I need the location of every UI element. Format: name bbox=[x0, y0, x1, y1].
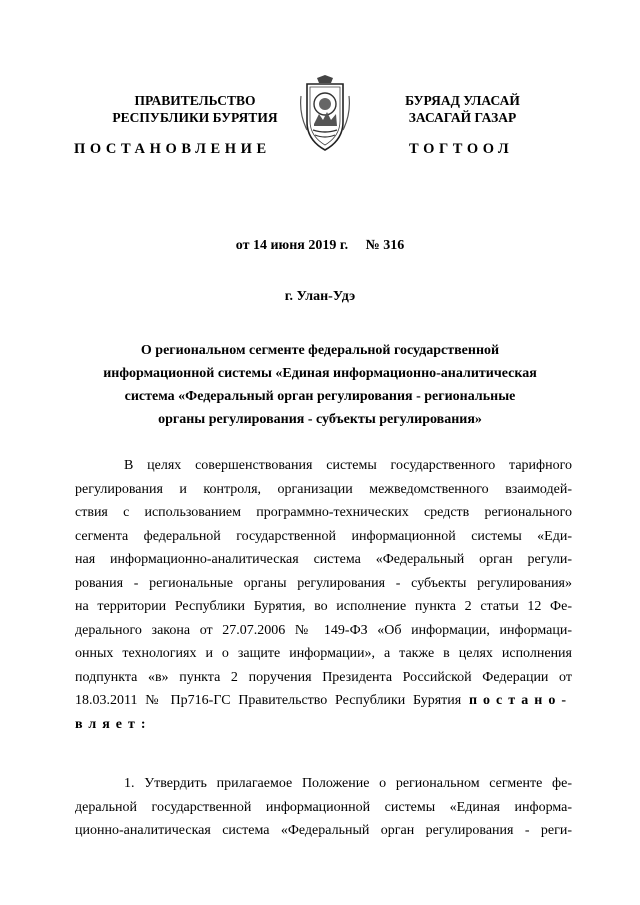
text-line: деральной государственной информационной системы «Единая информа- bbox=[75, 799, 572, 815]
text-fragment: 18.03.2011 № Пр716-ГС Правительство Республики Бурятия bbox=[75, 693, 462, 708]
issuer-bua bbox=[385, 92, 540, 126]
issuer-ru bbox=[95, 92, 295, 126]
text-line: ционно-аналитическая система «Федеральный орган регулирования - реги- bbox=[75, 823, 572, 838]
paragraph-preamble bbox=[75, 454, 572, 736]
text-line: 1. Утвердить прилагаемое Положение о региональном сегменте фе- bbox=[124, 776, 572, 791]
text-line: на территории Республики Бурятия, во исполнение пункта 2 статьи 12 Фе- bbox=[75, 599, 572, 614]
doc-kind-bua: ТОГТООЛ bbox=[409, 141, 514, 157]
text-line bbox=[75, 689, 572, 713]
title-line: информационной системы «Единая информационно-аналитическая bbox=[103, 366, 537, 381]
text-line: регулирования и контроля, организации межведомственного взаимодей- bbox=[75, 481, 572, 497]
title-line: О региональном сегменте федеральной государственной bbox=[140, 343, 500, 358]
issuer-bua-line2: ЗАСАГАЙ ГАЗАР bbox=[408, 110, 517, 125]
document-title bbox=[90, 339, 550, 431]
text-line: сегмента федеральной государственной информационной системы «Еди- bbox=[75, 528, 572, 544]
issuer-ru-line2: РЕСПУБЛИКИ БУРЯТИЯ bbox=[112, 110, 278, 125]
text-line: ствия с использованием программно-технических средств регионального bbox=[75, 505, 572, 520]
title-line: система «Федеральный орган регулирования - региональные bbox=[124, 389, 516, 404]
decree-keyword: постано- bbox=[468, 693, 573, 708]
title-line: органы регулирования - субъекты регулирования» bbox=[158, 412, 482, 427]
decree-keyword-end: вляет: bbox=[75, 716, 152, 732]
text-line: ная информационно-аналитическая система «Федеральный орган регули- bbox=[75, 552, 572, 567]
document-number: № 316 bbox=[365, 238, 405, 253]
buryatia-coat-of-arms-icon bbox=[297, 74, 353, 154]
text-line: В целях совершенствования системы государственного тарифного bbox=[124, 458, 572, 473]
document-date: от 14 июня 2019 г. bbox=[235, 238, 349, 253]
issuer-bua-line1: БУРЯАД УЛАСАЙ bbox=[405, 93, 520, 108]
text-line bbox=[75, 713, 572, 737]
date-number-line bbox=[0, 238, 640, 254]
issuer-ru-line1: ПРАВИТЕЛЬСТВО bbox=[134, 93, 256, 108]
text-line: онных технологиях и о защите информации», а также в целях исполнения bbox=[75, 646, 572, 661]
doc-kind-ru: ПОСТАНОВЛЕНИЕ bbox=[74, 141, 271, 157]
document-city: г. Улан-Удэ bbox=[284, 289, 356, 304]
text-line: рования - региональные органы регулирования - субъекты регулирования» bbox=[75, 575, 572, 591]
text-line: дерального закона от 27.07.2006 № 149-ФЗ «Об информации, информаци- bbox=[75, 622, 572, 638]
text-line: подпункта «в» пункта 2 поручения Президента Российской Федерации от bbox=[75, 669, 572, 685]
paragraph-item-1 bbox=[75, 772, 572, 843]
